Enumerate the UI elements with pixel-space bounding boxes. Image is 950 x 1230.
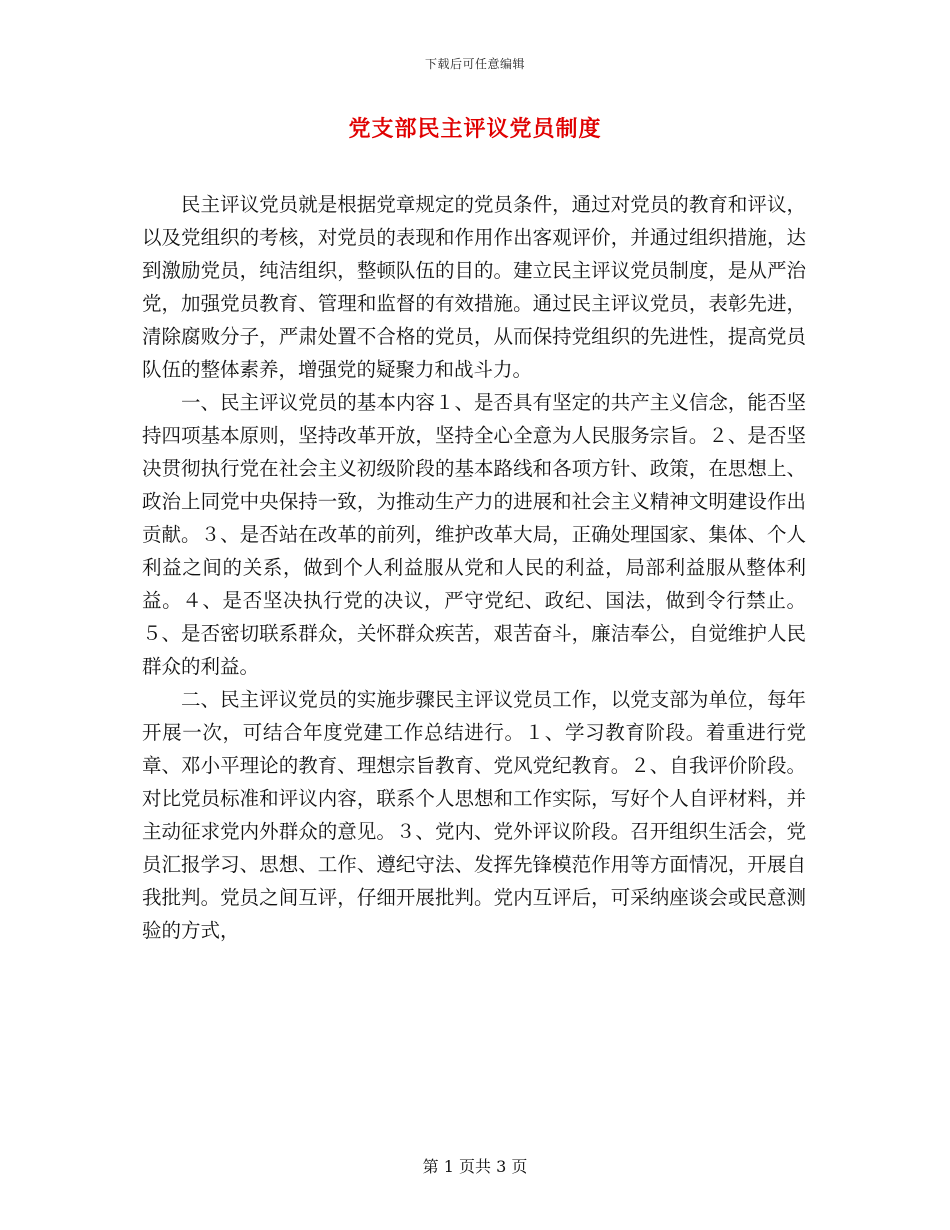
page-number: 第 1 页共 3 页: [422, 1157, 528, 1176]
document-body: [142, 188, 806, 947]
paragraph-intro: 民主评议党员就是根据党章规定的党员条件，通过对党员的教育和评议，以及党组织的考核，对党员的表现和作用作出客观评价，并通过组织措施，达到激励党员，纯洁组织，整顿队伍的目的。建立民主评议党员制度，是从严治党，加强党员教育、管理和监督的有效措施。通过民主评议党员，表彰先进，清除腐败分子，严肃处置不合格的党员，从而保持党组织的先进性，提高党员队伍的整体素养，增强党的疑聚力和战斗力。: [142, 193, 806, 381]
paragraph-basic-content: 一、民主评议党员的基本内容１、是否具有坚定的共产主义信念，能否坚持四项基本原则，坚持改革开放，坚持全心全意为人民服务宗旨。２、是否坚决贯彻执行党在社会主义初级阶段的基本路线和各项方针、政策，在思想上、政治上同党中央保持一致，为推动生产力的进展和社会主义精神文明建设作出贡献。３、是否站在改革的前列，维护改革大局，正确处理国家、集体、个人利益之间的关系，做到个人利益服从党和人民的利益，局部利益服从整体利益。４、是否坚决执行党的决议，严守党纪、政纪、国法，做到令行禁止。５、是否密切联系群众，关怀群众疾苦，艰苦奋斗，廉洁奉公，自觉维护人民群众的利益。: [142, 391, 806, 678]
paragraph-implementation-steps: 二、民主评议党员的实施步骤民主评议党员工作，以党支部为单位，每年开展一次，可结合年度党建工作总结进行。１、学习教育阶段。着重进行党章、邓小平理论的教育、理想宗旨教育、党风党纪教育。２、自我评价阶段。对比党员标准和评议内容，联系个人思想和工作实际，写好个人自评材料，并主动征求党内外群众的意见。３、党内、党外评议阶段。召开组织生活会，党员汇报学习、思想、工作、遵纪守法、发挥先锋模范作用等方面情况，开展自我批判。党员之间互评，仔细开展批判。党内互评后，可采纳座谈会或民意测验的方式，: [142, 688, 806, 942]
document-title: 党支部民主评议党员制度: [348, 116, 602, 142]
header-note: 下载后可任意编辑: [424, 57, 525, 71]
